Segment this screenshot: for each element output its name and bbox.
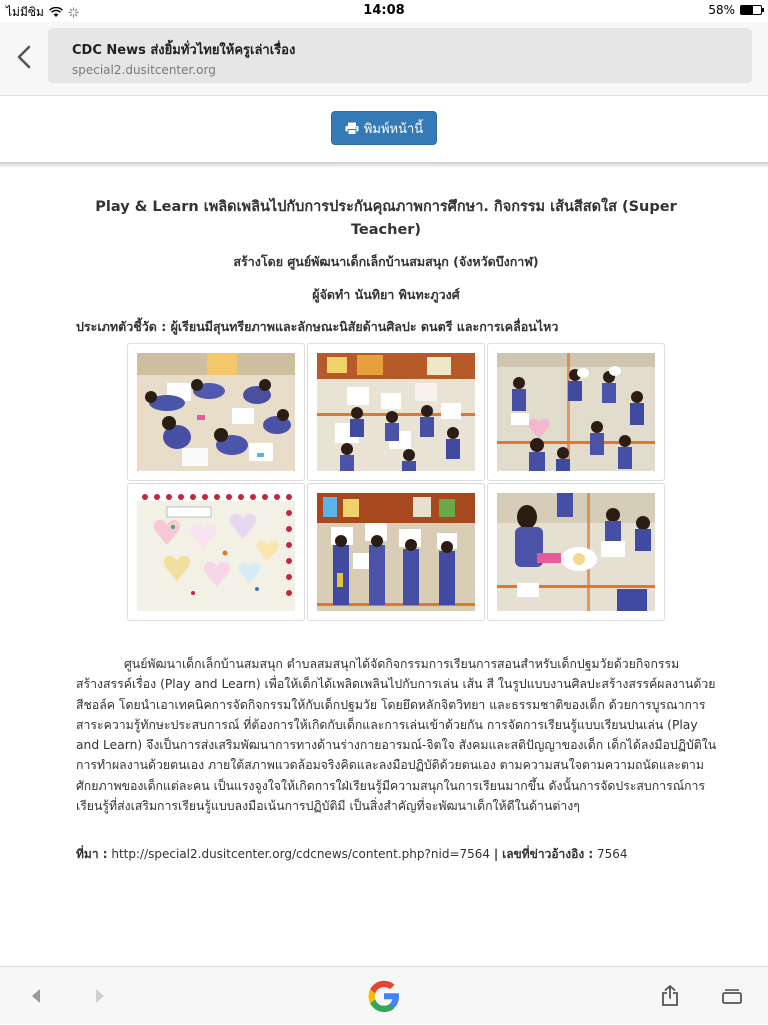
page-title: CDC News ส่งยิ้มทั่วไทยให้ครูเล่าเรื่อง bbox=[72, 43, 296, 58]
photo-gallery bbox=[127, 343, 667, 623]
photo-children-seated-drawing bbox=[497, 493, 655, 611]
reference-number: 7564 bbox=[597, 847, 628, 861]
photo-thumbnail[interactable] bbox=[487, 343, 665, 481]
back-button[interactable] bbox=[12, 42, 36, 72]
photo-thumbnail[interactable] bbox=[307, 343, 485, 481]
photo-thumbnail[interactable] bbox=[127, 343, 305, 481]
share-icon bbox=[661, 985, 679, 1007]
browser-header bbox=[0, 22, 768, 96]
battery-level bbox=[741, 6, 753, 14]
photo-children-drawing-floor bbox=[137, 353, 295, 471]
article-director: ผู้จัดทำ นันทิยา พินทะภูวงศ์ bbox=[312, 287, 460, 302]
back-icon bbox=[30, 988, 42, 1004]
article-source bbox=[76, 845, 716, 864]
article-header bbox=[76, 196, 696, 337]
address-bar[interactable] bbox=[48, 28, 752, 83]
article-title: Play & Learn เพลิดเพลินไปกับการประกันคุณภาพการศึกษา. กิจกรรม เส้นสีสดใส (Super Teacher) bbox=[95, 199, 677, 238]
clock: 14:08 bbox=[363, 3, 405, 18]
photo-children-showing-work bbox=[317, 493, 475, 611]
bottom-toolbar bbox=[0, 966, 768, 1024]
battery-group bbox=[708, 3, 762, 17]
print-area bbox=[0, 96, 768, 162]
photo-children-holding-heart bbox=[497, 353, 655, 471]
source-url[interactable]: http://special2.dusitcenter.org/cdcnews/content.php?nid=7564 bbox=[111, 847, 491, 861]
page-domain: special2.dusitcenter.org bbox=[72, 63, 216, 77]
article-author: สร้างโดย ศูนย์พัฒนาเด็กเล็กบ้านสมสนุก (จังหวัดบึงกาฬ) bbox=[233, 254, 539, 269]
photo-children-holding-papers bbox=[317, 353, 475, 471]
google-button[interactable] bbox=[364, 967, 404, 1025]
nav-back-button[interactable] bbox=[22, 967, 50, 1025]
article-indicator: ประเภทตัวชี้วัด : ผู้เรียนมีสุนทรียภาพและลักษณะนิสัยด้านศิลปะ ดนตรี และการเคลื่อนไหว bbox=[76, 319, 559, 334]
photo-thumbnail[interactable] bbox=[307, 483, 485, 621]
forward-icon bbox=[94, 988, 106, 1004]
source-separator: | bbox=[493, 847, 499, 861]
print-button-label: พิมพ์หน้านี้ bbox=[363, 121, 424, 137]
tabs-icon bbox=[722, 988, 742, 1004]
battery-icon bbox=[740, 5, 762, 15]
source-label: ที่มา : bbox=[76, 847, 108, 861]
carrier-label: ไม่มีซิม bbox=[6, 5, 44, 19]
share-button[interactable] bbox=[656, 967, 684, 1025]
reference-label: เลขที่ข่าวอ้างอิง : bbox=[502, 847, 594, 861]
nav-forward-button[interactable] bbox=[86, 967, 114, 1025]
article-body: ศูนย์พัฒนาเด็กเล็กบ้านสมสนุก ตำบลสมสนุกได้จัดกิจกรรมการเรียนการสอนสำหรับเด็กปฐมวัยด้วยกิจกรรมสร้างสรรค์เรื่อง (Play and Learn) เพื่อให้เด็กได้เพลิดเพลินไปกับการเล่น เส้น สี ในรูปแบบงานศิลปะสร้างสรรค์ผลงานด้วยสีชอล์ค โดยนำเอาเทคนิคการจัดกิจกรรมให้กับเด็กปฐมวัย โดยยึดหลักจิตวิทยา และธรรมชาติของเด็ก ด้วยการบูรณาการสาระความรู้ทักษะประสบการณ์ ที่ต้องการให้เกิดกับเด็กและการเล่นเข้าด้วยกัน การจัดการเรียนรู้แบบเรียนปนเล่น (Play and Learn) จึงเป็นการส่งเสริมพัฒนาการทางด้านร่างกายอารมณ์-จิตใจ สังคมและสติปัญญาของเด็ก เด็กได้ลงมือปฏิบัติในการทำผลงานด้วยตนเอง ภายใต้สภาพแวดล้อมจริงคิดและลงมือปฏิบัติด้วยตนเอง ตามความสนใจตามความถนัดและตามศักยภาพของเด็กแต่ละคน เป็นแรงจูงใจให้เกิดการใฝ่เรียนรู้มีความสนุกในการเรียนมากขึ้น ดังนั้นการจัดประสบการณ์การเรียนรู้ที่ส่งเสริมการเรียนรู้แบบลงมือเน้นการปฏิบัติมี เป็นสิ่งสำคัญที่จะพัฒนาเด็กให้ดีในด้านต่างๆ bbox=[76, 657, 717, 814]
google-icon bbox=[366, 978, 402, 1014]
content-divider bbox=[0, 162, 768, 168]
tabs-button[interactable] bbox=[718, 967, 746, 1025]
chevron-left-icon bbox=[17, 45, 31, 69]
photo-thumbnail[interactable] bbox=[127, 483, 305, 621]
printer-icon bbox=[345, 122, 359, 135]
print-button[interactable] bbox=[331, 111, 437, 145]
photo-thumbnail[interactable] bbox=[487, 483, 665, 621]
photo-heart-artwork-board bbox=[137, 493, 295, 611]
status-bar bbox=[0, 0, 768, 22]
battery-percent: 58% bbox=[708, 3, 735, 17]
